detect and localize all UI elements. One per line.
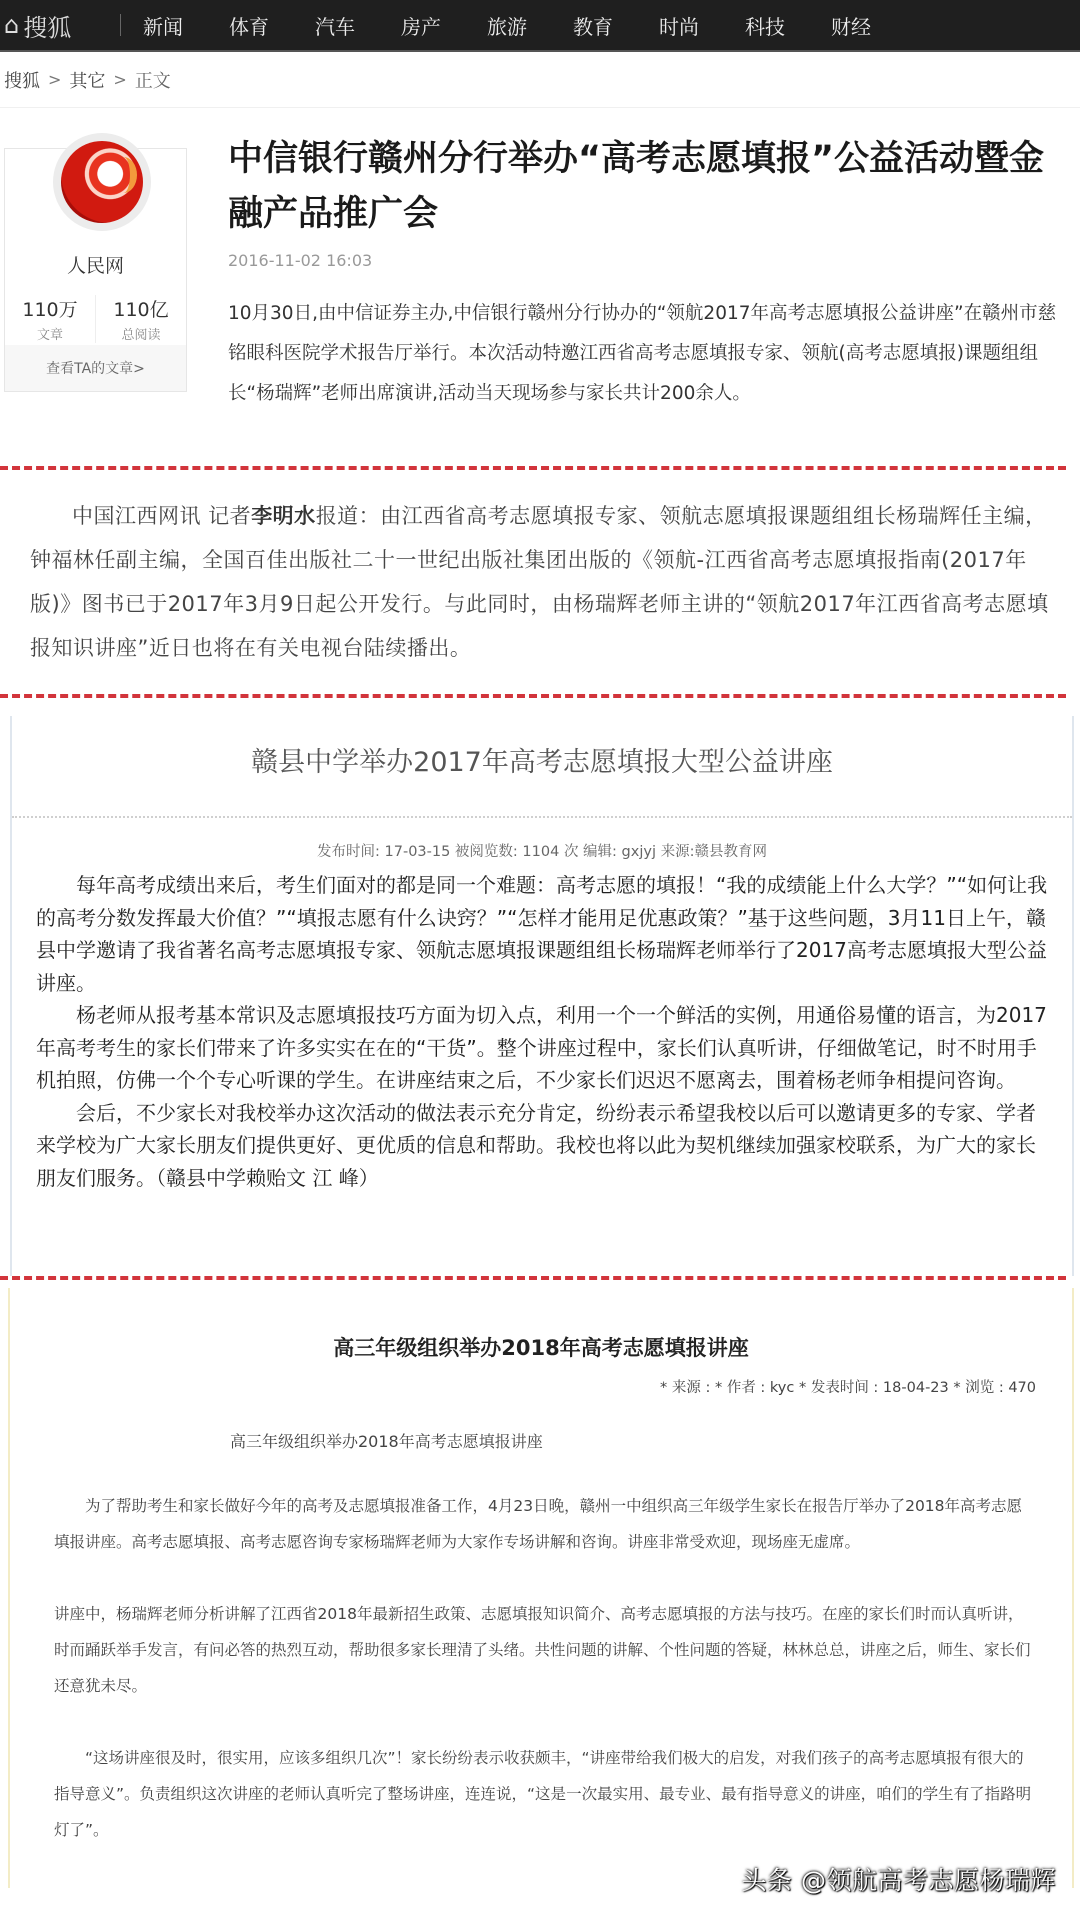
nav-item-news[interactable]: 新闻: [143, 14, 183, 39]
spacer: [54, 1560, 1036, 1596]
article-body: 10月30日,由中信证券主办,中信银行赣州分行协办的“领航2017年高考志愿填报公益讲座”在赣州市慈铭眼科医院学术报告厅举行。本次活动特邀江西省高考志愿填报专家、领航(高考志愿填报)课题组组长“杨瑞辉”老师出席演讲,活动当天现场参与家长共计200余人。: [228, 303, 1057, 404]
excerpt-subtitle: 高三年级组织举办2018年高考志愿填报讲座: [230, 1432, 543, 1451]
paragraph: “这场讲座很及时，很实用，应该多组织几次”！家长纷纷表示收获颇丰，“讲座带给我们极大的启发，对我们孩子的高考志愿填报有很大的指导意义”。负责组织这次讲座的老师认真听完了整场讲座，连连说，“这是一次最实用、最专业、最有指导意义的讲座，咱们的学生有了指路明灯了”。: [54, 1749, 1032, 1839]
excerpt-title: 赣县中学举办2017年高考志愿填报大型公益讲座: [251, 747, 833, 778]
paragraph: 讲座中，杨瑞辉老师分析讲解了江西省2018年最新招生政策、志愿填报知识简介、高考志愿填报的方法与技巧。在座的家长们时而认真听讲，时而踊跃举手发言，有问必答的热烈互动，帮助很多家长理清了头绪。共性问题的讲解、个性问题的答疑，林林总总，讲座之后，师生、家长们还意犹未尽。: [54, 1605, 1031, 1695]
section-divider: [0, 1276, 1066, 1280]
breadcrumb-separator: >: [113, 70, 127, 89]
dotted-divider: [12, 816, 1072, 818]
nav-item-fashion[interactable]: 时尚: [659, 14, 699, 39]
excerpt-meta: 发布时间: 17-03-15 被阅览数: 1104 次 编辑: gxjyj 来源:赣县教育网: [317, 844, 767, 860]
excerpt-prefix: 中国江西网讯 记者: [72, 504, 252, 528]
stat-label: 总阅读: [121, 328, 161, 343]
paragraph: 杨老师从报考基本常识及志愿填报技巧方面为切入点，利用一个一个鲜活的实例，用通俗易懂的语言，为2017年高考考生的家长们带来了许多实实在在的“干货”。整个讲座过程中，家长们认真听讲，仔细做笔记，时不时用手机拍照，仿佛一个个专心听课的学生。在讲座结束之后，不少家长们迟迟不愿离去，围着杨老师争相提问咨询。: [36, 1003, 1047, 1092]
author-card: [4, 148, 187, 392]
toutiao-watermark: 头条 @领航高考志愿杨瑞辉: [741, 1866, 1056, 1895]
spacer: [54, 1704, 1036, 1740]
spacer: [54, 1452, 1036, 1488]
reporter-name: 李明水: [251, 504, 316, 528]
nav-item-finance[interactable]: 财经: [831, 14, 871, 39]
nav-item-auto[interactable]: 汽车: [315, 14, 355, 39]
article-header: [0, 108, 1080, 466]
author-stats: [5, 295, 186, 343]
excerpt-body: [12, 861, 1072, 1194]
people-daily-logo-icon: [61, 141, 143, 223]
breadcrumb-separator: >: [48, 70, 62, 89]
excerpt-title: 高三年级组织举办2018年高考志愿填报讲座: [333, 1336, 749, 1360]
paragraph: 每年高考成绩出来后，考生们面对的都是同一个难题：高考志愿的填报！“我的成绩能上什么大学？”“如何让我的高考分数发挥最大价值？”“填报志愿有什么诀窍？”“怎样才能用足优惠政策？”基于这些问题，3月11日上午，赣县中学邀请了我省著名高考志愿填报专家、领航志愿填报课题组组长杨瑞辉老师举行了2017高考志愿填报大型公益讲座。: [36, 873, 1048, 995]
breadcrumb: [0, 52, 1080, 108]
nav-item-sports[interactable]: 体育: [229, 14, 269, 39]
nav-item-house[interactable]: 房产: [401, 14, 441, 39]
nav-item-tech[interactable]: 科技: [745, 14, 785, 39]
excerpt-body: 报道：由江西省高考志愿填报专家、领航志愿填报课题组组长杨瑞辉任主编，钟福林任副主编，全国百佳出版社二十一世纪出版社集团出版的《领航-江西省高考志愿填报指南(2017年版)》图书已于2017年3月9日起公开发行。与此同时，由杨瑞辉老师主讲的“领航2017年江西省高考志愿填报知识讲座”近日也将在有关电视台陆续播出。: [30, 504, 1049, 660]
excerpt-paragraph: [30, 494, 1060, 670]
stat-value: 110万: [22, 299, 78, 321]
stat-label: 文章: [36, 328, 63, 343]
stat-reads: [95, 295, 186, 343]
paragraph: 会后，不少家长对我校举办这次活动的做法表示充分肯定，纷纷表示希望我校以后可以邀请更多的专家、学者来学校为广大家长朋友们提供更好、更优质的信息和帮助。我校也将以此为契机继续加强家校联系，为广大的家长朋友们服务。（赣县中学赖贻文 江 峰）: [36, 1100, 1036, 1190]
nav-item-education[interactable]: 教育: [573, 14, 613, 39]
avatar[interactable]: [53, 133, 151, 231]
excerpt-body: [10, 1452, 1072, 1848]
logo-separator: [120, 14, 121, 36]
news-excerpt-jiangxi: [0, 470, 1080, 694]
home-icon: ⌂: [4, 11, 20, 39]
breadcrumb-home[interactable]: 搜狐: [4, 70, 40, 92]
view-author-articles-link[interactable]: 查看TA的文章>: [5, 345, 186, 391]
article-title: 中信银行赣州分行举办“高考志愿填报”公益活动暨金融产品推广会: [228, 139, 1045, 234]
breadcrumb-current: 正文: [134, 70, 171, 92]
paragraph: 为了帮助考生和家长做好今年的高考及志愿填报准备工作，4月23日晚，赣州一中组织高三年级学生家长在报告厅举办了2018年高考志愿填报讲座。高考志愿填报、高考志愿咨询专家杨瑞辉老师为大家作专场讲解和咨询。讲座非常受欢迎，现场座无虚席。: [54, 1497, 1023, 1551]
sohu-logo[interactable]: [0, 8, 120, 43]
nav-items: [135, 11, 909, 40]
top-nav: [0, 0, 1080, 52]
stat-value: 110亿: [113, 299, 169, 321]
logo-text: 搜狐: [23, 13, 72, 42]
breadcrumb-other[interactable]: 其它: [69, 70, 106, 92]
author-name[interactable]: 人民网: [66, 255, 124, 277]
article-date: 2016-11-02 16:03: [228, 251, 373, 270]
nav-item-travel[interactable]: 旅游: [487, 14, 527, 39]
news-excerpt-ganzhou-no1: [8, 1288, 1074, 1888]
stat-articles: [5, 295, 95, 343]
excerpt-meta: * 来源 : * 作者 : kyc * 发表时间 : 18-04-23 * 浏览 : 470: [660, 1380, 1036, 1396]
section-divider: [0, 694, 1066, 698]
news-excerpt-ganxian: [10, 716, 1074, 1276]
